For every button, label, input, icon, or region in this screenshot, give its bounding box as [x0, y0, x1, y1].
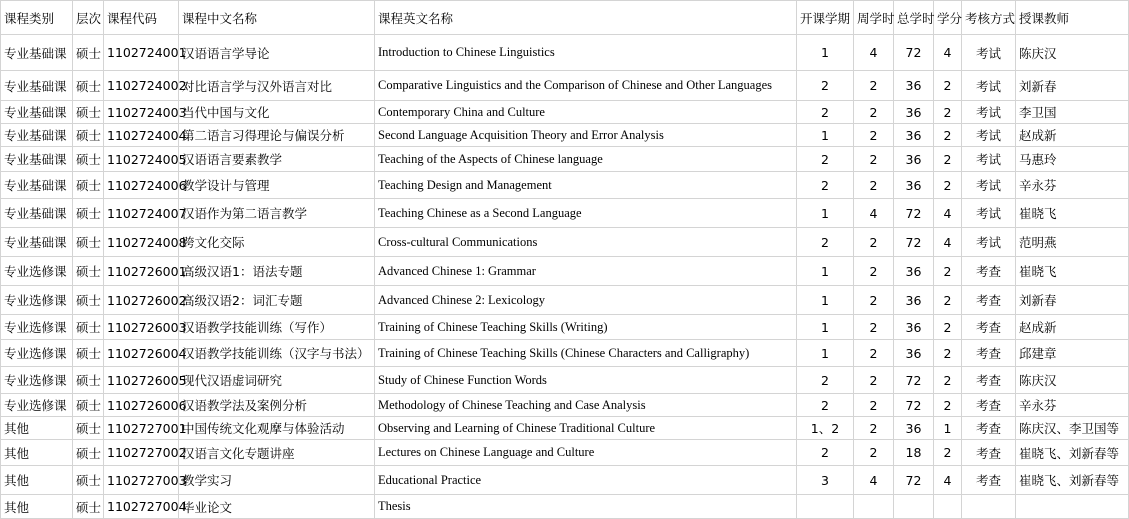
cell-course-category: 专业基础课	[1, 101, 73, 124]
cell-course-code: 1102724005	[104, 147, 179, 172]
cell-instructor: 陈庆汉	[1016, 367, 1129, 394]
table-row	[1, 495, 1129, 519]
cell-credits: 4	[934, 35, 962, 71]
cell-credits: 4	[934, 199, 962, 228]
cell-semester: 1、2	[797, 417, 854, 440]
table-row	[1, 257, 1129, 286]
cell-course-category: 专业选修课	[1, 340, 73, 367]
cell-total-hours: 36	[894, 315, 934, 340]
cell-credits: 2	[934, 440, 962, 466]
header-credits: 学分	[934, 1, 962, 35]
cell-total-hours: 36	[894, 286, 934, 315]
cell-course-category: 专业基础课	[1, 71, 73, 101]
cell-credits: 2	[934, 147, 962, 172]
cell-weekly-hours	[854, 495, 894, 519]
cell-instructor	[1016, 495, 1129, 519]
header-course-category: 课程类别	[1, 1, 73, 35]
table-row	[1, 466, 1129, 495]
cell-course-name-en: Contemporary China and Culture	[375, 101, 797, 124]
cell-weekly-hours: 4	[854, 466, 894, 495]
cell-course-code: 1102727003	[104, 466, 179, 495]
cell-course-name-zh: 汉语言文化专题讲座	[179, 440, 375, 466]
cell-course-name-zh: 中国传统文化观摩与体验活动	[179, 417, 375, 440]
cell-instructor: 刘新春	[1016, 286, 1129, 315]
cell-weekly-hours: 2	[854, 124, 894, 147]
cell-course-code: 1102727002	[104, 440, 179, 466]
cell-assessment: 考试	[962, 199, 1016, 228]
table-row	[1, 124, 1129, 147]
table-row	[1, 286, 1129, 315]
cell-course-name-zh: 现代汉语虚词研究	[179, 367, 375, 394]
cell-credits: 1	[934, 417, 962, 440]
cell-course-code: 1102726005	[104, 367, 179, 394]
cell-course-name-en: Observing and Learning of Chinese Traditional Culture	[375, 417, 797, 440]
cell-credits: 4	[934, 228, 962, 257]
cell-level: 硕士	[73, 35, 104, 71]
cell-course-category: 专业选修课	[1, 367, 73, 394]
cell-course-name-zh: 汉语教学技能训练（汉字与书法）	[179, 340, 375, 367]
cell-semester: 1	[797, 199, 854, 228]
cell-course-category: 其他	[1, 440, 73, 466]
table-row	[1, 367, 1129, 394]
cell-total-hours: 36	[894, 257, 934, 286]
cell-instructor: 崔晓飞、刘新春等	[1016, 440, 1129, 466]
cell-course-code: 1102726003	[104, 315, 179, 340]
cell-semester: 2	[797, 440, 854, 466]
cell-course-name-zh: 第二语言习得理论与偏误分析	[179, 124, 375, 147]
cell-course-name-en: Advanced Chinese 1: Grammar	[375, 257, 797, 286]
cell-weekly-hours: 2	[854, 147, 894, 172]
cell-course-category: 专业基础课	[1, 147, 73, 172]
cell-level: 硕士	[73, 172, 104, 199]
cell-total-hours: 72	[894, 466, 934, 495]
cell-total-hours: 36	[894, 417, 934, 440]
cell-instructor: 刘新春	[1016, 71, 1129, 101]
cell-semester: 1	[797, 124, 854, 147]
table-row	[1, 147, 1129, 172]
cell-weekly-hours: 2	[854, 394, 894, 417]
cell-course-category: 专业选修课	[1, 286, 73, 315]
cell-course-code: 1102727004	[104, 495, 179, 519]
cell-credits: 2	[934, 172, 962, 199]
cell-credits: 2	[934, 340, 962, 367]
cell-weekly-hours: 2	[854, 172, 894, 199]
cell-assessment: 考查	[962, 440, 1016, 466]
cell-instructor: 马惠玲	[1016, 147, 1129, 172]
cell-weekly-hours: 2	[854, 228, 894, 257]
cell-credits: 2	[934, 124, 962, 147]
cell-level: 硕士	[73, 286, 104, 315]
cell-course-name-en: Teaching of the Aspects of Chinese language	[375, 147, 797, 172]
table-row	[1, 71, 1129, 101]
table-row	[1, 101, 1129, 124]
cell-level: 硕士	[73, 440, 104, 466]
cell-course-code: 1102726001	[104, 257, 179, 286]
cell-course-category: 专业基础课	[1, 124, 73, 147]
cell-level: 硕士	[73, 71, 104, 101]
cell-instructor: 陈庆汉、李卫国等	[1016, 417, 1129, 440]
cell-instructor: 赵成新	[1016, 315, 1129, 340]
cell-course-name-zh: 教学设计与管理	[179, 172, 375, 199]
cell-level: 硕士	[73, 124, 104, 147]
cell-total-hours: 72	[894, 367, 934, 394]
cell-course-name-en: Teaching Design and Management	[375, 172, 797, 199]
cell-assessment	[962, 495, 1016, 519]
cell-course-name-zh: 当代中国与文化	[179, 101, 375, 124]
table-body	[1, 35, 1129, 519]
cell-course-category: 专业选修课	[1, 315, 73, 340]
cell-course-category: 其他	[1, 495, 73, 519]
cell-course-name-en: Lectures on Chinese Language and Culture	[375, 440, 797, 466]
table-row	[1, 394, 1129, 417]
cell-weekly-hours: 4	[854, 199, 894, 228]
table-row	[1, 172, 1129, 199]
cell-total-hours: 36	[894, 172, 934, 199]
cell-semester	[797, 495, 854, 519]
cell-weekly-hours: 2	[854, 340, 894, 367]
header-course-name-en: 课程英文名称	[375, 1, 797, 35]
cell-assessment: 考查	[962, 340, 1016, 367]
cell-semester: 1	[797, 315, 854, 340]
cell-level: 硕士	[73, 199, 104, 228]
cell-instructor: 崔晓飞	[1016, 257, 1129, 286]
table-row	[1, 35, 1129, 71]
cell-instructor: 邱建章	[1016, 340, 1129, 367]
cell-total-hours: 36	[894, 147, 934, 172]
header-semester: 开课学期	[797, 1, 854, 35]
cell-semester: 2	[797, 228, 854, 257]
cell-weekly-hours: 4	[854, 35, 894, 71]
cell-total-hours: 36	[894, 340, 934, 367]
cell-total-hours: 72	[894, 199, 934, 228]
cell-course-name-zh: 对比语言学与汉外语言对比	[179, 71, 375, 101]
cell-course-name-zh: 跨文化交际	[179, 228, 375, 257]
cell-credits: 2	[934, 101, 962, 124]
cell-course-category: 专业基础课	[1, 228, 73, 257]
cell-semester: 2	[797, 71, 854, 101]
cell-course-name-en: Training of Chinese Teaching Skills (Writing)	[375, 315, 797, 340]
cell-course-name-en: Second Language Acquisition Theory and Error Analysis	[375, 124, 797, 147]
cell-weekly-hours: 2	[854, 367, 894, 394]
cell-level: 硕士	[73, 367, 104, 394]
header-weekly-hours: 周学时	[854, 1, 894, 35]
cell-course-code: 1102727001	[104, 417, 179, 440]
cell-course-code: 1102724002	[104, 71, 179, 101]
cell-credits: 2	[934, 286, 962, 315]
cell-total-hours: 72	[894, 394, 934, 417]
cell-level: 硕士	[73, 394, 104, 417]
cell-course-name-zh: 汉语语言学导论	[179, 35, 375, 71]
cell-total-hours: 18	[894, 440, 934, 466]
cell-course-category: 专业基础课	[1, 172, 73, 199]
cell-course-code: 1102726002	[104, 286, 179, 315]
cell-course-code: 1102724006	[104, 172, 179, 199]
cell-course-category: 专业选修课	[1, 394, 73, 417]
cell-semester: 1	[797, 257, 854, 286]
cell-credits: 4	[934, 466, 962, 495]
cell-semester: 2	[797, 172, 854, 199]
cell-course-category: 专业选修课	[1, 257, 73, 286]
cell-course-name-en: Study of Chinese Function Words	[375, 367, 797, 394]
table-row	[1, 315, 1129, 340]
cell-assessment: 考试	[962, 228, 1016, 257]
cell-credits: 2	[934, 71, 962, 101]
cell-assessment: 考试	[962, 147, 1016, 172]
cell-semester: 2	[797, 367, 854, 394]
cell-course-code: 1102726006	[104, 394, 179, 417]
cell-credits: 2	[934, 315, 962, 340]
cell-assessment: 考查	[962, 315, 1016, 340]
cell-course-name-en: Teaching Chinese as a Second Language	[375, 199, 797, 228]
cell-course-code: 1102724003	[104, 101, 179, 124]
cell-course-name-zh: 汉语教学法及案例分析	[179, 394, 375, 417]
cell-level: 硕士	[73, 495, 104, 519]
cell-total-hours: 72	[894, 35, 934, 71]
cell-level: 硕士	[73, 466, 104, 495]
cell-total-hours: 36	[894, 124, 934, 147]
cell-weekly-hours: 2	[854, 440, 894, 466]
cell-total-hours	[894, 495, 934, 519]
header-course-name-zh: 课程中文名称	[179, 1, 375, 35]
cell-weekly-hours: 2	[854, 101, 894, 124]
cell-course-name-en: Training of Chinese Teaching Skills (Chinese Characters and Calligraphy)	[375, 340, 797, 367]
cell-credits: 2	[934, 394, 962, 417]
header-total-hours: 总学时	[894, 1, 934, 35]
cell-total-hours: 36	[894, 101, 934, 124]
cell-course-category: 专业基础课	[1, 199, 73, 228]
cell-semester: 2	[797, 394, 854, 417]
cell-assessment: 考查	[962, 257, 1016, 286]
cell-semester: 1	[797, 35, 854, 71]
cell-weekly-hours: 2	[854, 257, 894, 286]
cell-course-name-zh: 汉语语言要素教学	[179, 147, 375, 172]
table-row	[1, 417, 1129, 440]
cell-course-name-zh: 高级汉语2：词汇专题	[179, 286, 375, 315]
cell-assessment: 考试	[962, 124, 1016, 147]
cell-assessment: 考查	[962, 417, 1016, 440]
cell-course-name-en: Methodology of Chinese Teaching and Case Analysis	[375, 394, 797, 417]
cell-course-name-en: Cross-cultural Communications	[375, 228, 797, 257]
cell-level: 硕士	[73, 228, 104, 257]
cell-assessment: 考试	[962, 172, 1016, 199]
cell-course-name-en: Comparative Linguistics and the Comparison of Chinese and Other Languages	[375, 71, 797, 101]
cell-assessment: 考查	[962, 394, 1016, 417]
cell-assessment: 考试	[962, 101, 1016, 124]
table-row	[1, 199, 1129, 228]
cell-course-name-zh: 汉语作为第二语言教学	[179, 199, 375, 228]
cell-level: 硕士	[73, 417, 104, 440]
cell-total-hours: 72	[894, 228, 934, 257]
cell-course-code: 1102724007	[104, 199, 179, 228]
cell-semester: 1	[797, 286, 854, 315]
cell-course-name-zh: 高级汉语1：语法专题	[179, 257, 375, 286]
cell-weekly-hours: 2	[854, 286, 894, 315]
table-row	[1, 228, 1129, 257]
cell-weekly-hours: 2	[854, 417, 894, 440]
cell-credits	[934, 495, 962, 519]
header-instructor: 授课教师	[1016, 1, 1129, 35]
cell-semester: 2	[797, 101, 854, 124]
cell-assessment: 考试	[962, 35, 1016, 71]
cell-assessment: 考查	[962, 466, 1016, 495]
cell-course-name-en: Advanced Chinese 2: Lexicology	[375, 286, 797, 315]
header-course-code: 课程代码	[104, 1, 179, 35]
cell-instructor: 辛永芬	[1016, 394, 1129, 417]
cell-weekly-hours: 2	[854, 315, 894, 340]
cell-course-name-en: Thesis	[375, 495, 797, 519]
table-row	[1, 340, 1129, 367]
cell-course-name-en: Educational Practice	[375, 466, 797, 495]
cell-course-category: 其他	[1, 417, 73, 440]
cell-assessment: 考试	[962, 71, 1016, 101]
cell-instructor: 范明燕	[1016, 228, 1129, 257]
cell-semester: 3	[797, 466, 854, 495]
cell-instructor: 陈庆汉	[1016, 35, 1129, 71]
cell-assessment: 考查	[962, 367, 1016, 394]
cell-total-hours: 36	[894, 71, 934, 101]
cell-instructor: 辛永芬	[1016, 172, 1129, 199]
cell-level: 硕士	[73, 340, 104, 367]
cell-course-code: 1102724001	[104, 35, 179, 71]
cell-instructor: 崔晓飞、刘新春等	[1016, 466, 1129, 495]
cell-course-code: 1102724008	[104, 228, 179, 257]
cell-assessment: 考查	[962, 286, 1016, 315]
cell-credits: 2	[934, 367, 962, 394]
cell-course-name-en: Introduction to Chinese Linguistics	[375, 35, 797, 71]
cell-course-name-zh: 教学实习	[179, 466, 375, 495]
cell-course-code: 1102724004	[104, 124, 179, 147]
cell-course-category: 专业基础课	[1, 35, 73, 71]
cell-course-category: 其他	[1, 466, 73, 495]
cell-weekly-hours: 2	[854, 71, 894, 101]
cell-course-name-zh: 毕业论文	[179, 495, 375, 519]
table-header	[1, 1, 1129, 35]
cell-course-code: 1102726004	[104, 340, 179, 367]
cell-level: 硕士	[73, 257, 104, 286]
cell-semester: 1	[797, 340, 854, 367]
cell-instructor: 赵成新	[1016, 124, 1129, 147]
table-row	[1, 440, 1129, 466]
header-assessment: 考核方式	[962, 1, 1016, 35]
cell-course-name-zh: 汉语教学技能训练（写作）	[179, 315, 375, 340]
cell-level: 硕士	[73, 101, 104, 124]
cell-level: 硕士	[73, 147, 104, 172]
header-level: 层次	[73, 1, 104, 35]
cell-instructor: 李卫国	[1016, 101, 1129, 124]
cell-credits: 2	[934, 257, 962, 286]
cell-instructor: 崔晓飞	[1016, 199, 1129, 228]
cell-semester: 2	[797, 147, 854, 172]
cell-level: 硕士	[73, 315, 104, 340]
